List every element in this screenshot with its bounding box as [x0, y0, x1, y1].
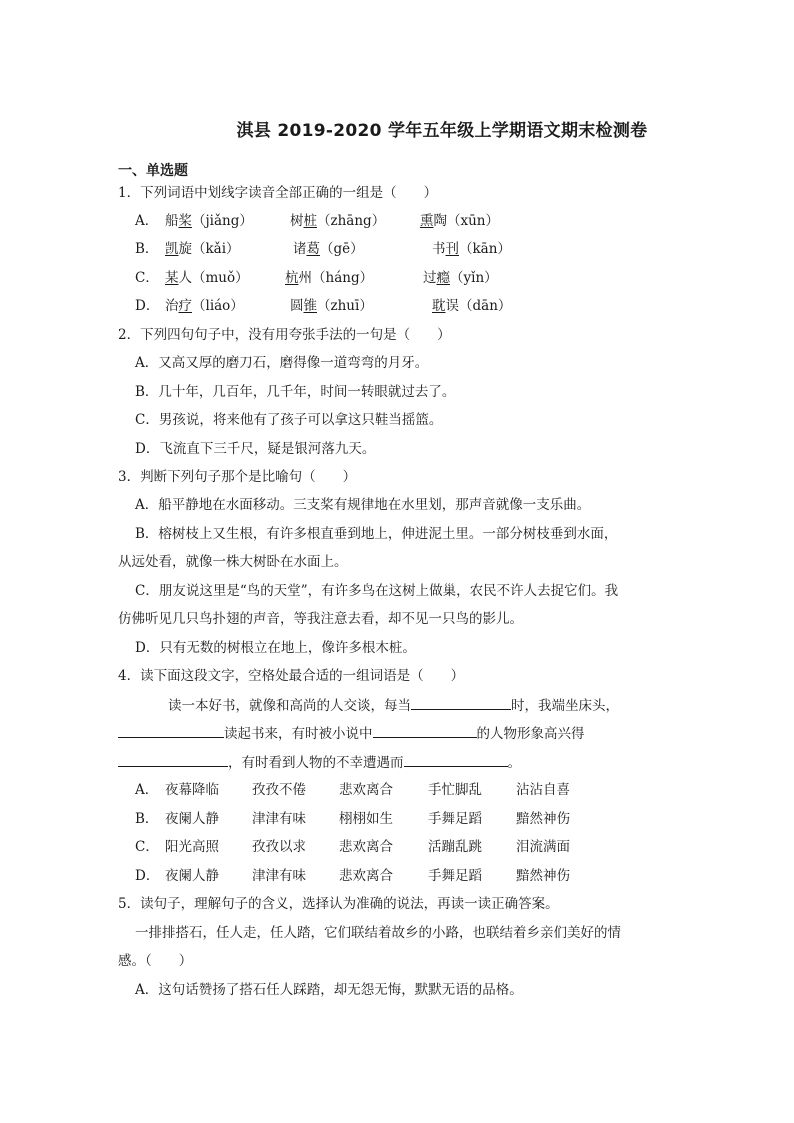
- q5-passage-line2: 感。（ ）: [118, 953, 193, 969]
- q3-option-b-line2: 从远处看，就像一株大树卧在水面上。: [118, 554, 348, 570]
- q2-option-b: B．几十年，几百年，几千年，时间一转眼就过去了。: [135, 384, 456, 400]
- fill-blank-1[interactable]: [411, 696, 511, 710]
- option-label: D．: [135, 298, 160, 314]
- q3-option-c-line1: C．朋友说这里是“鸟的天堂”，有许多鸟在这树上做巢，农民不许人去捉它们。我: [135, 583, 619, 599]
- q3-option-a: A．船平静地在水面移动。三支桨有规律地在水里划，那声音就像一支乐曲。: [135, 497, 591, 513]
- question-2-stem: 2．下列四句句子中，没有用夸张手法的一句是（ ）: [118, 327, 451, 343]
- q3-option-d: D．只有无数的树根立在地上，像许多根木桩。: [135, 640, 416, 656]
- question-3-stem: 3．判断下列句子那个是比喻句（ ）: [118, 469, 357, 485]
- q2-option-a: A．又高又厚的磨刀石，磨得像一道弯弯的月牙。: [135, 355, 429, 371]
- option-label: A．: [135, 213, 159, 229]
- q4-passage-line3: ，有时看到人物的不幸遭遇而 。: [118, 753, 521, 772]
- q5-passage-line1: 一排排搭石，任人走，任人踏，它们联结着故乡的小路，也联结着乡亲们美好的情: [135, 925, 621, 941]
- question-4-stem: 4．读下面这段文字，空格处最合适的一组词语是（ ）: [118, 668, 465, 684]
- q4-passage-line1: 读一本好书，就像和高尚的人交谈，每当 时，我端坐床头，: [168, 698, 619, 714]
- q5-option-a: A．这句话赞扬了搭石任人踩踏，却无怨无悔，默默无语的品格。: [135, 982, 523, 998]
- q4-passage-line2: 读起书来，有时被小说中 的人物形象高兴得: [118, 724, 585, 743]
- q2-option-d: D．飞流直下三千尺，疑是银河落九天。: [135, 441, 376, 457]
- q3-option-b-line1: B．榕树枝上又生根，有许多根直垂到地上，伸进泥土里。一部分树枝垂到水面，: [135, 526, 618, 542]
- option-label: C．: [135, 270, 159, 286]
- question-1-stem: 1．下列词语中划线字读音全部正确的一组是（ ）: [118, 185, 438, 201]
- q2-option-c: C．男孩说，将来他有了孩子可以拿这只鞋当摇篮。: [135, 412, 443, 428]
- question-5-stem: 5．读句子，理解句子的含义，选择认为准确的说法，再读一读正确答案。: [118, 896, 559, 912]
- section-heading: 一、单选题: [118, 163, 188, 179]
- page-title: 淇县 2019-2020 学年五年级上学期语文期末检测卷: [236, 121, 648, 141]
- fill-blank-3[interactable]: [373, 724, 477, 738]
- fill-blank-4[interactable]: [118, 753, 228, 767]
- fill-blank-2[interactable]: [118, 724, 224, 738]
- q3-option-c-line2: 仿佛听见几只鸟扑翅的声音，等我注意去看，却不见一只鸟的影儿。: [118, 611, 523, 627]
- option-label: B．: [135, 241, 159, 257]
- fill-blank-5[interactable]: [404, 753, 508, 767]
